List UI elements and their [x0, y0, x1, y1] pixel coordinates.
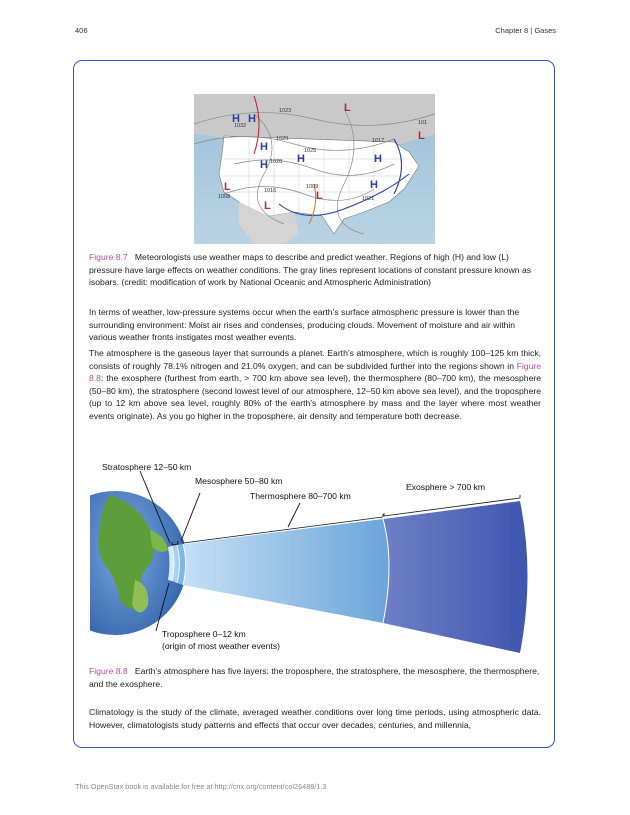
figure-label: Figure 8.7 [89, 252, 128, 262]
isobar-label: 1016 [264, 188, 277, 194]
isobar-label: 1017 [372, 138, 385, 144]
isobar-label: 101 [418, 120, 428, 126]
caption-text: Meteorologists use weather maps to describe and predict weather. Regions of high (H) and low (L) pressure have large effects on weather conditions. The gray lines represent locations of constant pressure known as isobars. (credit: modification of work by National Oceanic and Atmospheric Administration) [89, 252, 532, 288]
figure-8-8-caption [89, 665, 541, 690]
isobar-label: 1021 [362, 196, 375, 202]
isobar-label: 1029 [276, 136, 289, 142]
svg-text:H: H [374, 153, 382, 165]
mesosphere-label: Mesosphere 50–80 km [195, 476, 283, 486]
isobar-label: 1023 [279, 108, 292, 114]
svg-text:H: H [232, 113, 240, 125]
page-number: 406 [75, 26, 88, 35]
isobar-label: 1008 [218, 194, 231, 200]
isobar-label: 1009 [306, 184, 319, 190]
paragraph-text: The atmosphere is the gaseous layer that surrounds a planet. Earth’s atmosphere, which is roughly 100–125 km thick, consists of roughly 78.1% nitrogen and 21.0% oxygen, and can be subdivided further into the regions shown in [89, 348, 541, 371]
paragraph-text: : the exosphere (furthest from earth, > 700 km above sea level), the thermosphere (80–700 km), the mesosphere (50–80 km), the stratosphere (second lowest level of our atmosphere, 12–50 km above sea level), and the troposphere (up to 12 km above sea level, roughly 80% of the earth’s atmosphere by mass and the layer where most weather events originate). As you go higher in the troposphere, air density and temperature both decrease. [89, 373, 541, 421]
caption-text: Earth’s atmosphere has five layers: the troposphere, the stratosphere, the mesosphere, the thermosphere, and the exosphere. [89, 666, 540, 689]
paragraph-climatology: Climatology is the study of the climate, averaged weather conditions over long time periods, using atmospheric data. However, climatologists study patterns and effects that occur over decades, centuries, and millennia, [89, 707, 541, 730]
svg-text:H: H [370, 179, 378, 191]
isobar-label: 1032 [234, 123, 247, 129]
svg-text:L: L [224, 181, 231, 193]
svg-text:H: H [297, 153, 305, 165]
svg-text:L: L [418, 130, 425, 142]
svg-text:H: H [260, 141, 268, 153]
exosphere-label: Exosphere > 700 km [406, 482, 486, 492]
isobar-label: 1028 [270, 159, 283, 165]
svg-text:H: H [248, 113, 256, 125]
footer-text: This OpenStax book is available for free at http://cnx.org/content/col26488/1.3 [75, 782, 327, 791]
isobar-label: 1025 [304, 148, 317, 154]
svg-text:H: H [260, 159, 268, 171]
figure-label: Figure 8.8 [89, 666, 128, 676]
svg-text:L: L [344, 102, 351, 114]
weather-map-image [194, 94, 435, 244]
paragraph-low-pressure: In terms of weather, low-pressure systems occur when the earth’s surface atmospheric pressure is lower than the surrounding environment: Moist air rises and condenses, producing clouds. Movement of moisture and air within various weather fronts instigates most weather events. [89, 307, 520, 343]
svg-text:L: L [264, 200, 271, 212]
troposphere-sublabel: (origin of most weather events) [162, 641, 280, 651]
thermosphere-label: Thermosphere 80–700 km [250, 491, 351, 501]
paragraph-atmosphere [89, 347, 541, 423]
chapter-heading: Chapter 8 | Gases [495, 26, 556, 35]
troposphere-label: Troposphere 0–12 km [162, 629, 246, 639]
figure-8-7-caption [89, 251, 541, 289]
svg-text:L: L [316, 190, 323, 202]
figure-8-8-link[interactable]: Figure 8.8 [89, 360, 541, 384]
stratosphere-label: Stratosphere 12–50 km [102, 462, 192, 472]
